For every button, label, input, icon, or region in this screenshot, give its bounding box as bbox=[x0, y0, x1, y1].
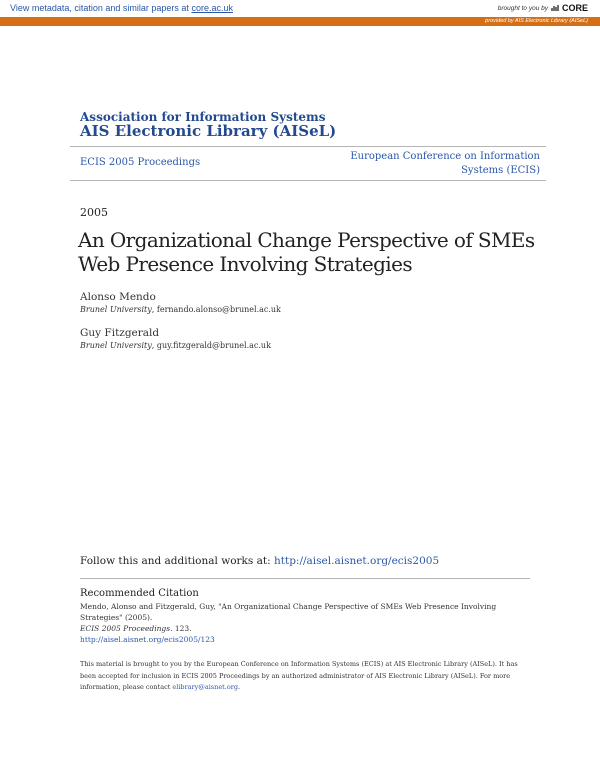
citation-link[interactable]: http://aisel.aisnet.org/ecis2005/123 bbox=[80, 635, 215, 644]
core-domain-link[interactable]: core.ac.uk bbox=[191, 3, 233, 13]
follow-link[interactable]: http://aisel.aisnet.org/ecis2005 bbox=[274, 555, 440, 567]
citation-text: Mendo, Alonso and Fitzgerald, Guy, "An Organizational Change Perspective of SMEs Web Presence Involving Strategies" (2005). bbox=[80, 602, 497, 622]
author-email: , fernando.alonso@brunel.ac.uk bbox=[151, 305, 281, 314]
notice-text: This material is brought to you by the European Conference on Information Systems (ECIS) at AIS Electronic Library (AISeL). It has been accepted for inclusion in ECIS 2005 Proceedings by an authorized administrator of AIS Electronic Library (AISeL). For more information, please contact elibrary@aisnet.org. bbox=[80, 660, 518, 691]
author-name: Guy Fitzgerald bbox=[80, 327, 160, 339]
citation-body bbox=[80, 601, 540, 645]
paper-year: 2005 bbox=[80, 206, 108, 219]
follow-line: Follow this and additional works at: http://aisel.aisnet.org/ecis2005 bbox=[80, 555, 440, 567]
brought-to-you-label: brought to you by bbox=[497, 4, 548, 12]
core-bar bbox=[0, 0, 600, 17]
author-name: Alonso Mendo bbox=[80, 291, 156, 303]
provider-bar bbox=[0, 17, 600, 26]
paper-title-line1: An Organizational Change Perspective of SMEs bbox=[78, 228, 535, 252]
library-link[interactable]: AIS Electronic Library (AISeL) bbox=[80, 122, 337, 140]
core-metadata-link[interactable]: View metadata, citation and similar papers at core.ac.uk bbox=[10, 3, 233, 13]
core-brand[interactable] bbox=[498, 3, 588, 13]
divider-bottom bbox=[70, 180, 546, 181]
provided-by-label: provided by AIS Electronic Library (AISeL) bbox=[485, 18, 588, 24]
org-name: Association for Information Systems bbox=[80, 110, 326, 124]
divider-top bbox=[70, 146, 546, 147]
conference-link[interactable]: European Conference on Information Systems (ECIS) bbox=[350, 151, 540, 176]
core-logo-icon bbox=[551, 4, 559, 12]
core-logo-text: CORE bbox=[561, 3, 588, 13]
citation-heading: Recommended Citation bbox=[80, 588, 199, 599]
paper-title bbox=[78, 228, 548, 276]
proceedings-link[interactable]: ECIS 2005 Proceedings bbox=[80, 157, 201, 168]
paper-title-line2: Web Presence Involving Strategies bbox=[78, 252, 412, 276]
contact-email-link[interactable]: elibrary@aisnet.org bbox=[172, 683, 239, 691]
citation-source: ECIS 2005 Proceedings. 123. bbox=[80, 624, 192, 633]
author-affiliation: Brunel University, fernando.alonso@brunel.ac.uk bbox=[80, 305, 281, 314]
author-affiliation: Brunel University, guy.fitzgerald@brunel.ac.uk bbox=[80, 341, 271, 350]
author-email: , guy.fitzgerald@brunel.ac.uk bbox=[151, 341, 271, 350]
divider-citation bbox=[80, 578, 530, 579]
